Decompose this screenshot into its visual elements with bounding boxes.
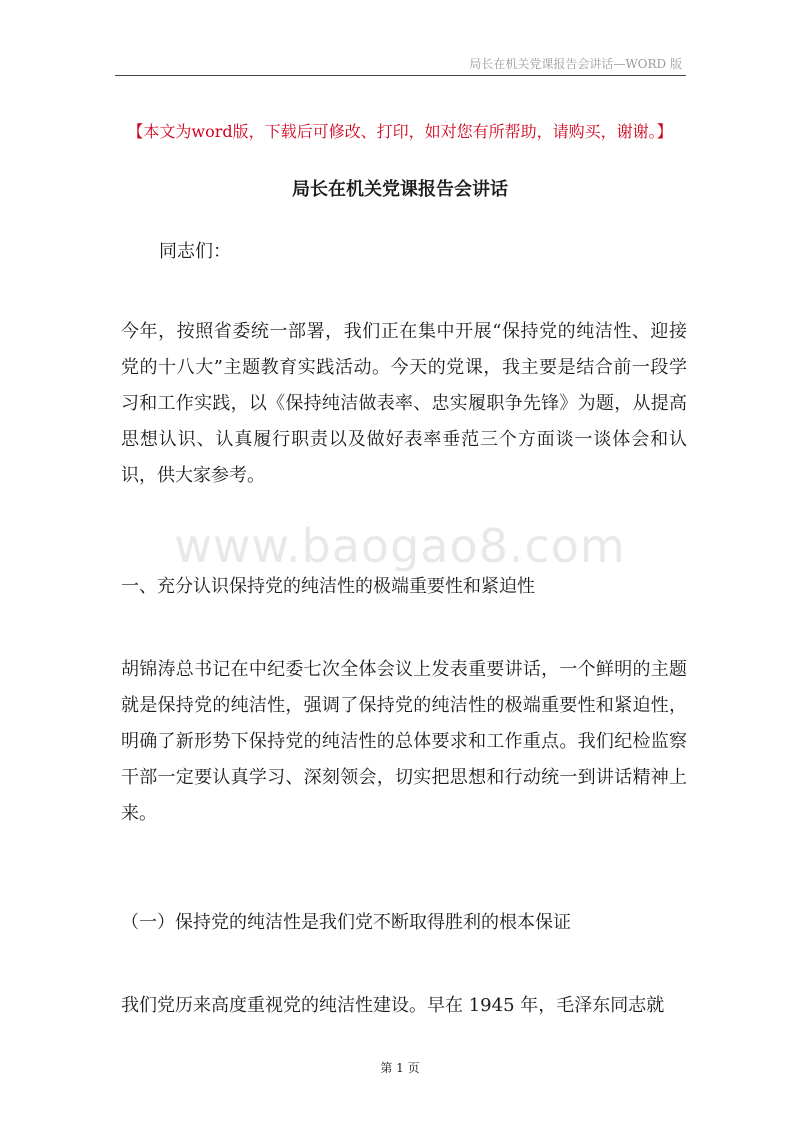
section-heading-1: 一、充分认识保持党的纯洁性的极端重要性和紧迫性 [121,576,535,597]
purchase-notice: 【本文为word版，下载后可修改、打印，如对您有所帮助，请购买，谢谢。】 [127,122,673,141]
paragraph-subsection-1: 我们党历来高度重视党的纯洁性建设。早在 1945 年，毛泽东同志就 [121,995,665,1016]
greeting: 同志们： [159,241,231,262]
paragraph-section-1: 胡锦涛总书记在中纪委七次全体会议上发表重要讲话，一个鲜明的主题就是保持党的纯洁性，强调了保持党的纯洁性的极端重要性和紧迫性，明确了新形势下保持党的纯洁性的总体要求和工作重点。我们纪检监察干部一定要认真学习、深刻领会，切实把思想和行动统一到讲话精神上来。 [121,659,687,824]
subsection-heading-1: （一）保持党的纯洁性是我们党不断取得胜利的根本保证 [121,912,571,933]
watermark-text: www.baogao8.com [174,519,626,573]
page-number: 第 1 页 [380,1061,420,1075]
running-header-title: 局长在机关党课报告会讲话—WORD 版 [469,57,682,71]
document-title: 局长在机关党课报告会讲话 [292,179,508,200]
header-divider [115,75,686,76]
paragraph-intro: 今年，按照省委统一部署，我们正在集中开展“保持党的纯洁性、迎接党的十八大”主题教育实践活动。今天的党课，我主要是结合前一段学习和工作实践，以《保持纯洁做表率、忠实履职争先锋》为题，从提高思想认识、认真履行职责以及做好表率垂范三个方面谈一谈体会和认识，供大家参考。 [121,321,687,486]
